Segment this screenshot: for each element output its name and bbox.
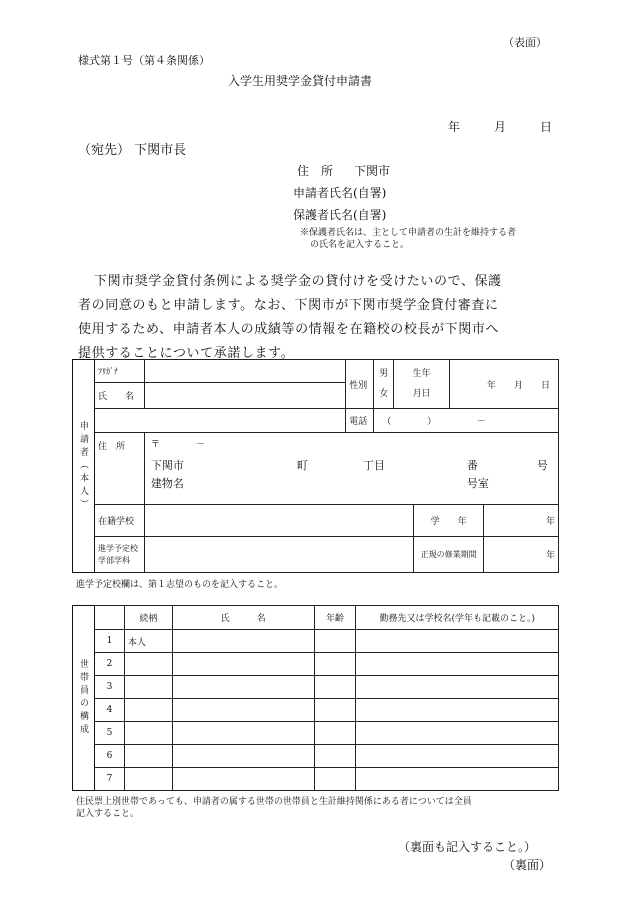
workplace-cell[interactable] [356,653,559,676]
table-row [73,768,559,791]
age-cell[interactable] [314,630,356,653]
table-row [73,722,559,745]
row-number: 1 [94,630,124,653]
name-cell[interactable] [172,676,314,699]
addressee: （宛先） 下関市長 [78,143,187,158]
row-number: 6 [94,745,124,768]
table-row [73,630,559,653]
address-field[interactable] [144,433,558,505]
birth-label-2: 月日 [412,389,431,399]
address-value: 下関市 [354,164,391,178]
age-cell[interactable] [314,745,356,768]
name-cell[interactable] [172,745,314,768]
relation-cell[interactable] [124,676,172,699]
planned-school-field[interactable] [144,537,413,573]
name-cell[interactable] [172,653,314,676]
date-month-label: 月 [494,120,507,134]
applicant-table [72,359,559,573]
table-row [73,653,559,676]
phone-label: 電話 [346,409,374,433]
grade-label: 学 年 [414,505,484,537]
age-cell[interactable] [314,676,356,699]
postal-code: 〒 － [150,440,205,450]
guardian-note-line1: ※保護者氏名は、主として申請者の生計を維持する者 [300,228,517,238]
name-cell[interactable] [172,722,314,745]
table-row [73,745,559,768]
workplace-cell[interactable] [356,722,559,745]
address-row-label: 住 所 [94,433,144,505]
back-side-instruction: （裏面も記入すること。） [398,840,537,854]
address-chome: 丁目 [362,459,385,472]
household-side-label: 世帯員の構成 [73,606,95,791]
age-cell[interactable] [314,699,356,722]
header-name: 氏 名 [172,606,314,630]
building-label: 建物名 [150,477,184,490]
phone-field[interactable]: （ ） － [374,409,559,433]
age-cell[interactable] [314,768,356,791]
body-line-1: 下関市奨学金貸付条例による奨学金の貸付けを受けたいので、保護 [94,274,502,289]
name-cell[interactable] [172,699,314,722]
male-option[interactable]: 男 [379,369,389,379]
applicant-side-label: 申請者（本人） [73,360,95,573]
relation-cell[interactable] [124,722,172,745]
address-label: 住 所 [297,164,334,178]
header-relation: 続柄 [124,606,172,630]
school-label: 在籍学校 [94,505,144,537]
age-cell[interactable] [314,653,356,676]
household-note-line1: 住民票上別世帯であっても、申請者の属する世帯の世帯員と生計維持関係にある者については全員 [76,797,472,807]
age-cell[interactable] [314,722,356,745]
relation-cell[interactable]: 本人 [124,630,172,653]
household-table [72,605,559,791]
workplace-cell[interactable] [356,768,559,791]
front-side-label: （表面） [503,36,547,49]
form-number: 様式第１号（第４条関係） [78,54,210,67]
furigana-label: ﾌﾘｶﾞﾅ [94,360,144,383]
body-line-3: 使用するため、申請者本人の成績等の情報を在籍校の校長が下関市へ [78,322,500,337]
room-label: 号室 [466,477,489,490]
furigana-field[interactable] [144,360,345,383]
table-row [73,699,559,722]
header-age: 年齢 [314,606,356,630]
household-note-line2: 記入すること。 [76,809,140,819]
relation-cell[interactable] [124,653,172,676]
grade-field[interactable]: 年 [484,505,559,537]
row-number: 4 [94,699,124,722]
row-number: 2 [94,653,124,676]
birthdate-field[interactable]: 年 月 日 [450,360,559,409]
study-period-label: 正規の修業期間 [414,537,484,573]
header-workplace: 勤務先又は学校名(学年も記載のこと。) [356,606,559,630]
planned-school-label-1: 進学予定校 [97,543,138,553]
address-ban: 番 [466,459,478,472]
row-number: 7 [94,768,124,791]
page-title: 入学生用奨学金貸付申請書 [228,74,373,88]
row-number: 3 [94,676,124,699]
row-number: 5 [94,722,124,745]
back-side-label: （裏面） [503,858,552,872]
table-row [73,676,559,699]
workplace-cell[interactable] [356,699,559,722]
address-city: 下関市 [150,459,184,472]
gender-options[interactable] [374,360,394,409]
body-line-4: 提供することについて承諾します。 [78,346,295,361]
relation-cell[interactable] [124,768,172,791]
date-day-label: 日 [540,120,553,134]
planned-school-label [94,537,144,573]
name-field[interactable] [144,383,345,409]
address-town: 町 [296,459,308,472]
name-cell[interactable] [172,768,314,791]
study-period-field[interactable]: 年 [484,537,559,573]
planned-school-label-2: 学部学科 [97,555,130,565]
workplace-cell[interactable] [356,745,559,768]
relation-cell[interactable] [124,699,172,722]
female-option[interactable]: 女 [379,389,389,399]
name-label: 氏 名 [94,383,144,409]
body-line-2: 者の同意のもと申請します。なお、下関市が下関市奨学金貸付審査に [78,298,499,313]
birthdate-label [394,360,450,409]
guardian-note-line2: の氏名を記入すること。 [310,240,410,250]
school-field[interactable] [144,505,413,537]
name-cell[interactable] [172,630,314,653]
planned-school-note: 進学予定校欄は、第１志望のものを記入すること。 [76,580,284,590]
workplace-cell[interactable] [356,630,559,653]
workplace-cell[interactable] [356,676,559,699]
applicant-name-label: 申請者氏名(自署) [293,186,387,200]
address-go: 号 [536,459,548,472]
date-year-label: 年 [448,120,461,134]
relation-cell[interactable] [124,745,172,768]
birth-label-1: 生年 [412,369,431,379]
gender-label: 性別 [346,360,374,409]
guardian-name-label: 保護者氏名(自署) [293,208,387,222]
